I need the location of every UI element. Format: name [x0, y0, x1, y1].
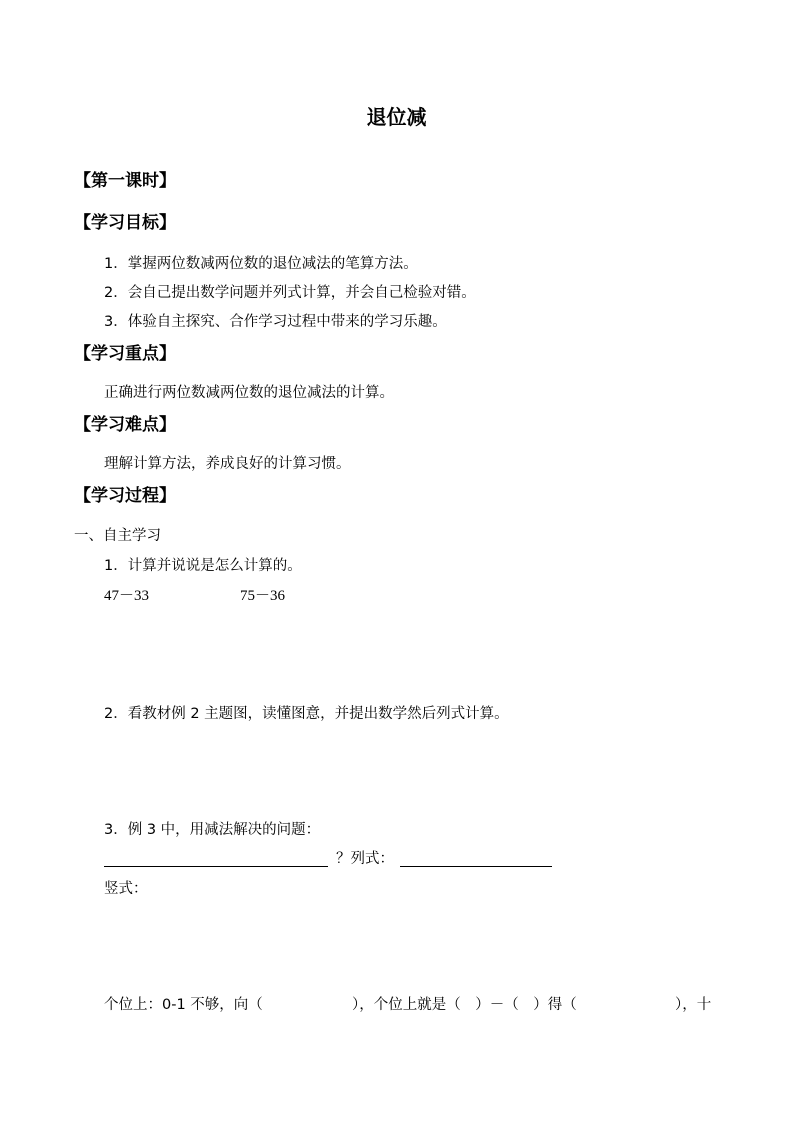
difficulty-heading: 【学习难点】	[74, 415, 176, 435]
calc-2: 75－36	[240, 588, 286, 604]
goals-heading: 【学习目标】	[74, 213, 176, 233]
calc-1: 47－33	[104, 588, 150, 604]
question-2: 2．看教材例 2 主题图，读懂图意，并提出数学然后列式计算。	[104, 706, 509, 722]
self-study-heading: 一、自主学习	[74, 528, 161, 544]
page-title: 退位减	[366, 105, 427, 129]
goal-item-1: 1．掌握两位数减两位数的退位减法的笔算方法。	[104, 256, 418, 272]
goal-item-3: 3．体验自主探究、合作学习过程中带来的学习乐趣。	[104, 314, 447, 330]
vertical-label: 竖式：	[104, 881, 148, 897]
question-1: 1．计算并说说是怎么计算的。	[104, 558, 302, 574]
ones-text-3: ），十	[675, 997, 712, 1013]
key-text: 正确进行两位数减两位数的退位减法的计算。	[104, 385, 394, 401]
equation-label: ？列式：	[336, 851, 394, 867]
ones-text-2: ），个位上就是（ ）－（ ）得（	[352, 997, 577, 1013]
difficulty-text: 理解计算方法，养成良好的计算习惯。	[104, 456, 351, 472]
answer-blank-equation[interactable]	[400, 866, 552, 867]
lesson-heading: 【第一课时】	[74, 171, 176, 191]
question-3: 3．例 3 中，用减法解决的问题：	[104, 822, 321, 838]
process-heading: 【学习过程】	[74, 486, 176, 506]
key-heading: 【学习重点】	[74, 344, 176, 364]
answer-blank-question[interactable]	[104, 866, 328, 867]
ones-text-1: 个位上：0-1 不够，向（	[104, 997, 263, 1013]
goal-item-2: 2．会自己提出数学问题并列式计算，并会自己检验对错。	[104, 285, 476, 301]
